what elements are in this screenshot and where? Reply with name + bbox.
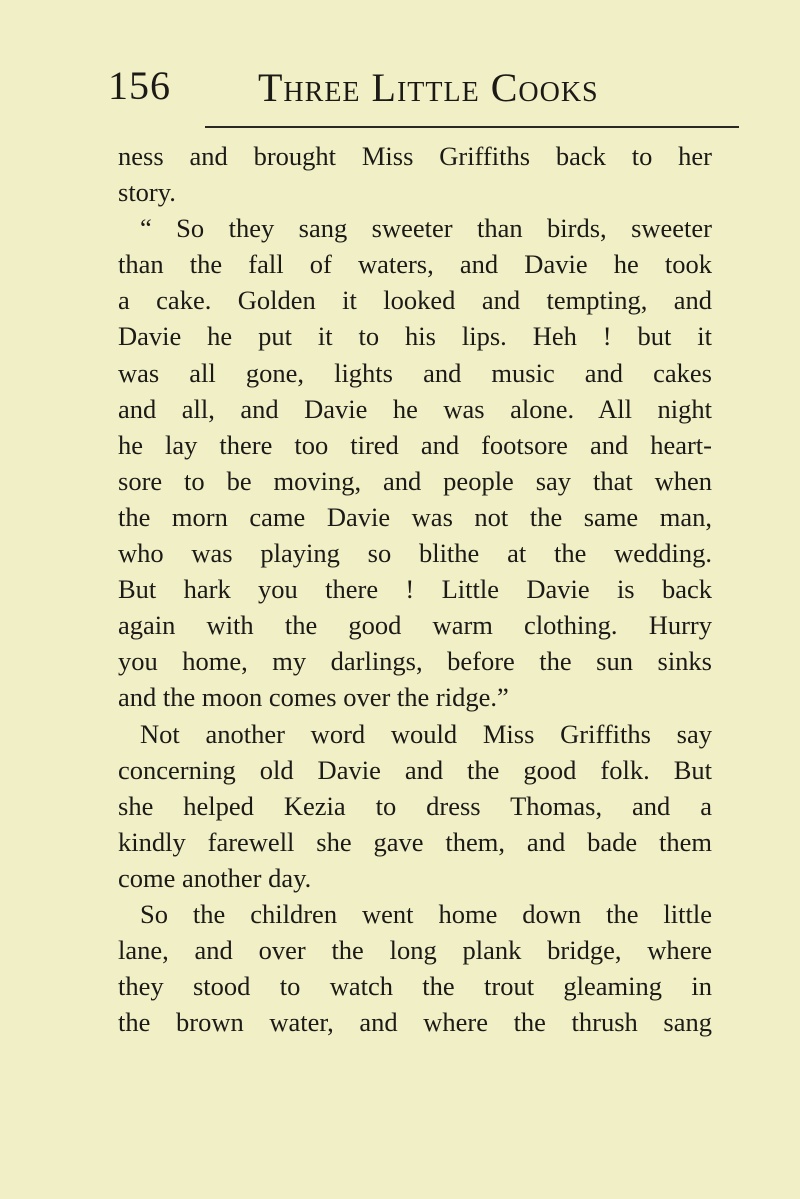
text-line: he lay there too tired and footsore and heart- xyxy=(118,429,712,460)
page-number: 156 xyxy=(108,63,171,108)
text-line: they stood to watch the trout gleaming in xyxy=(118,971,712,1002)
text-line: Not another word would Miss Griffiths say xyxy=(140,718,712,749)
text-line: and all, and Davie he was alone. All night xyxy=(118,393,712,424)
text-line: than the fall of waters, and Davie he took xyxy=(118,249,712,280)
text-line: kindly farewell she gave them, and bade them xyxy=(118,826,712,857)
header-rule xyxy=(205,126,739,128)
text-line: the morn came Davie was not the same man, xyxy=(118,501,712,532)
text-line: who was playing so blithe at the wedding. xyxy=(118,538,712,569)
text-line: again with the good warm clothing. Hurry xyxy=(118,610,712,641)
text-line: sore to be moving, and people say that when xyxy=(118,465,712,496)
text-line: Davie he put it to his lips. Heh ! but it xyxy=(118,321,712,352)
text-line: story. xyxy=(118,177,176,208)
running-title: Three Little Cooks xyxy=(258,65,599,110)
text-line: But hark you there ! Little Davie is back xyxy=(118,574,712,605)
text-line: was all gone, lights and music and cakes xyxy=(118,357,712,388)
text-line: ness and brought Miss Griffiths back to her xyxy=(118,141,712,171)
text-line: “ So they sang sweeter than birds, sweeter xyxy=(140,213,712,244)
text-line: and the moon comes over the ridge.” xyxy=(118,682,509,713)
text-line: So the children went home down the little xyxy=(140,898,712,929)
text-line: lane, and over the long plank bridge, where xyxy=(118,935,712,966)
text-line: you home, my darlings, before the sun sinks xyxy=(118,646,712,677)
text-line: a cake. Golden it looked and tempting, and xyxy=(118,285,712,316)
body-text xyxy=(118,138,712,1040)
text-line: concerning old Davie and the good folk. But xyxy=(118,754,712,785)
text-line: the brown water, and where the thrush sang xyxy=(118,1007,712,1038)
text-line: come another day. xyxy=(118,862,312,893)
text-line: she helped Kezia to dress Thomas, and a xyxy=(118,790,712,821)
